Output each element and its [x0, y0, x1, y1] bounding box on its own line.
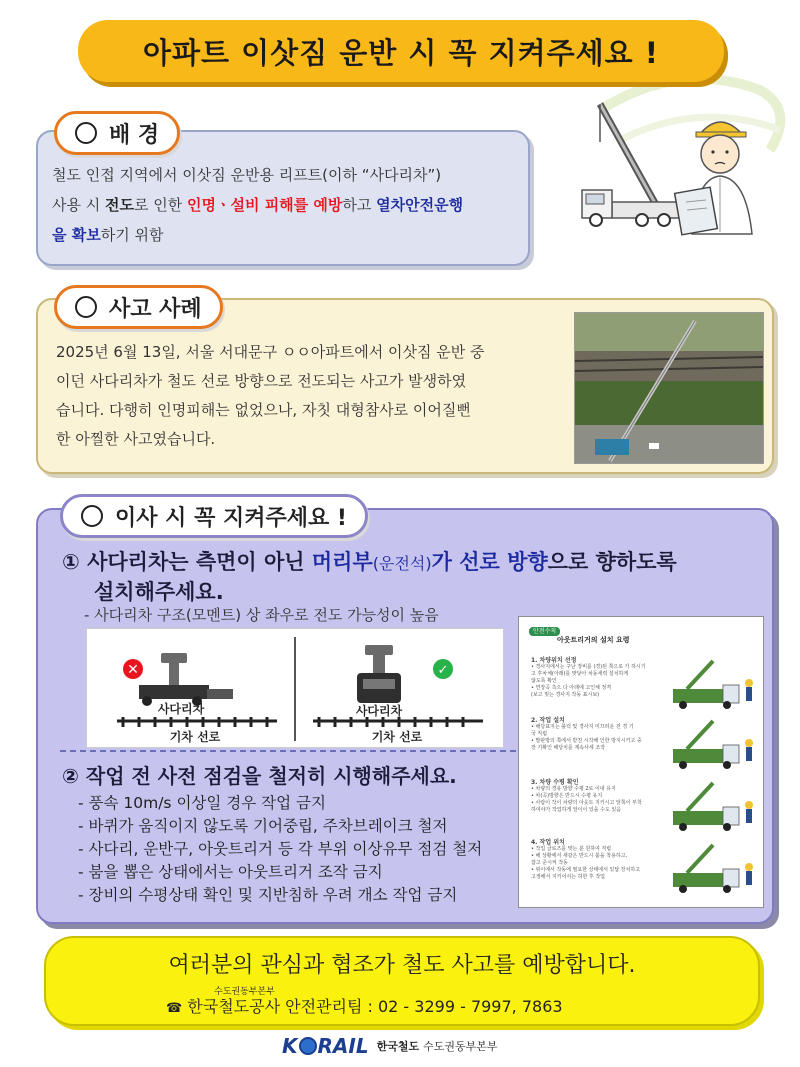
- guide-step-2: 2. 작업 설치: [531, 717, 565, 724]
- diagram-svg: [87, 629, 503, 747]
- guide-line: 하여야가 작업하게 앞이이 있을 수도 있음: [531, 807, 622, 813]
- rule-1-text: 사다리차는 측면이 아닌: [87, 550, 312, 574]
- guide-line: • 경사지에서는 구난 장비를 (경)된 쪽으로 가 하시기: [531, 664, 646, 670]
- rules-divider: [60, 750, 516, 752]
- guide-tag: 안전수칙: [529, 627, 560, 636]
- rule-1-number: ①: [62, 550, 80, 574]
- diagram-left-truck-label: 사다리차: [157, 702, 205, 716]
- diagram-left-track-label: 기차 선로: [169, 730, 221, 744]
- korail-logo-k: K: [282, 1034, 298, 1058]
- rules-section-title: 이사 시 꼭 지켜주세요 !: [115, 505, 347, 531]
- rule-1-heading: [62, 548, 762, 578]
- banner-contact-line: [166, 994, 563, 1017]
- guide-line: 고정해서 지키어서는 허한 후 작업: [531, 874, 605, 880]
- rule-1-driver-seat: (운전석): [372, 554, 432, 573]
- banner-message: 여러분의 관심과 협조가 철도 사고를 예방합니다.: [168, 953, 636, 978]
- diagram-right-track-label: 기차 선로: [371, 730, 423, 744]
- ladder-truck-diagram: [86, 628, 504, 748]
- guide-line: 않도록 확인: [531, 678, 557, 684]
- bg-emphasis-fall: 전도: [105, 196, 134, 214]
- accident-photo: [574, 312, 764, 464]
- guide-line: • 발판방의 쪽에서 받친 시작해 인한 방지시키고 중: [531, 738, 642, 744]
- phone-icon: ☎: [166, 1001, 183, 1016]
- guide-line: (보고 벗는 경사지 작동 표시보): [531, 692, 600, 698]
- rule-2-item: - 풍속 10m/s 이상일 경우 작업 금지: [78, 794, 326, 812]
- bg-emphasis-prevent: 인명ㆍ설비 피해를 예방: [187, 196, 343, 214]
- background-section-title: 배 경: [109, 122, 160, 148]
- guide-line: 국 직립: [531, 731, 548, 737]
- banner-org: 한국철도공사: [187, 997, 281, 1016]
- rule-1-heading-line2: 설치해주세요.: [94, 580, 224, 604]
- correct-icon: ✓: [437, 663, 449, 678]
- bottom-banner: [44, 936, 760, 1026]
- guide-line: 잡고 준시켜 작동: [531, 860, 568, 866]
- background-section-header: [54, 111, 180, 155]
- bg-emphasis-train-safety: 열차안전운행: [376, 196, 464, 214]
- case-line-3: 습니다. 다행히 인명피해는 없었으나, 자칫 대형참사로 이어질뻔: [56, 401, 471, 419]
- background-section-text: [52, 160, 522, 250]
- guide-line: • 위이에서 작동에 필요한 상태에서 있답 장치하고: [531, 867, 641, 873]
- rule-2-heading: [62, 762, 457, 790]
- korail-logo-o-icon: [299, 1037, 317, 1055]
- bg-text-span: 하기 위함: [100, 226, 164, 244]
- rule-2-item: - 장비의 수평상태 확인 및 지반침하 우려 개소 작업 금지: [78, 886, 458, 904]
- guide-title: 아웃트리거의 설치 요령: [557, 636, 630, 644]
- guide-truck-illustrations: [667, 655, 759, 900]
- crane-worker-illustration: [560, 82, 782, 304]
- bg-text-span: 하고: [342, 196, 377, 214]
- korail-logo-rest: RAIL: [317, 1034, 369, 1058]
- wrong-icon: ✕: [127, 662, 139, 678]
- guide-line: 장 기확인 해당치를 계속사세 조작: [531, 745, 605, 751]
- rule-2-item: - 붐을 뽑은 상태에서는 아웃트리거 조작 금지: [78, 863, 383, 881]
- guide-line: • 차량의 경유 방향 수평 2로 이내 유지: [531, 786, 616, 792]
- rule-2-number: ②: [62, 764, 79, 788]
- bg-text-span: 사용 시: [52, 196, 106, 214]
- case-section-text: [56, 338, 556, 454]
- banner-contact: 안전관리팀 : 02 - 3299 - 7997, 7863: [285, 997, 563, 1016]
- guide-line: • 사람이 작이 차량의 아웃트 지키시고 앞쪽이 부착: [531, 800, 642, 806]
- rule-2-text: 작업 전 사전 점검을 철저히 시행해주세요.: [85, 764, 457, 788]
- circle-marker-icon: [75, 296, 97, 318]
- banner-org-small: 수도권동부본부: [214, 987, 275, 997]
- guide-line: • 차(곡)방향은 반드시 수평 유지: [531, 793, 603, 799]
- guide-line: • 해 상황에서 새같은 반드시 붐을 착용하고,: [531, 853, 628, 859]
- footer: [0, 1030, 800, 1060]
- background-line-1: 철도 인접 지역에서 이삿짐 운반용 리프트(이하 “사다리차”): [52, 166, 442, 184]
- case-line-2: 이던 사다리차가 철도 선로 방향으로 전도되는 사고가 발생하였: [56, 372, 467, 390]
- rule-1-text-end: 으로 향하도록: [547, 550, 677, 574]
- background-line-3: [52, 220, 522, 250]
- circle-marker-icon: [75, 122, 97, 144]
- footer-text-korail: 한국철도: [376, 1040, 420, 1053]
- bg-text-span: 로 인한: [134, 196, 188, 214]
- outrigger-guide-image: [518, 616, 764, 908]
- guide-line: • 작업 클로즈를 맞는 분 원하여 직립: [531, 846, 612, 852]
- case-line-1: 2025년 6월 13일, 서울 서대문구 ㅇㅇ아파트에서 이삿짐 운반 중: [56, 343, 485, 361]
- diagram-right-truck-label: 사다리차: [355, 704, 403, 718]
- rule-1-emphasis-track: 가 선로 방향: [431, 550, 548, 574]
- guide-line: • 해당표지는 블럭 및 경사지 미끄러운 전 경 기: [531, 724, 634, 730]
- page-title: 아파트 이삿짐 운반 시 꼭 지켜주세요 !: [78, 20, 724, 82]
- case-line-4: 한 아찔한 사고였습니다.: [56, 430, 216, 448]
- guide-step-1: 1. 차량위치 선정: [531, 657, 577, 664]
- guide-step-3: 3. 차량 수평 확인: [531, 779, 579, 786]
- case-section-title: 사고 사례: [109, 296, 202, 322]
- background-line-2: [52, 190, 522, 220]
- case-section-header: [54, 285, 223, 329]
- rule-2-item: - 사다리, 운반구, 아웃트리거 등 각 부위 이상유무 점검 철저: [78, 840, 483, 858]
- rule-2-list: [78, 792, 523, 907]
- rule-1-emphasis-head: 머리부: [311, 550, 373, 574]
- circle-marker-icon: [81, 505, 103, 527]
- guide-line: • 연장곡 측으 다 아래에 고인체 정격: [531, 685, 612, 691]
- guide-line: 고 후차체(아래)를 맞닿아 차동세력 설치하게: [531, 671, 629, 677]
- rule-2-item: - 바퀴가 움직이지 않도록 기어중립, 주차브레이크 철저: [78, 817, 448, 835]
- bg-emphasis-secure: 을 확보: [52, 226, 101, 244]
- rules-section-header: [60, 494, 368, 538]
- rule-1-sub: - 사다리차 구조(모멘트) 상 좌우로 전도 가능성이 높음: [84, 606, 439, 624]
- guide-step-4: 4. 작업 위치: [531, 839, 565, 846]
- footer-text-region: 수도권동부본부: [423, 1040, 498, 1053]
